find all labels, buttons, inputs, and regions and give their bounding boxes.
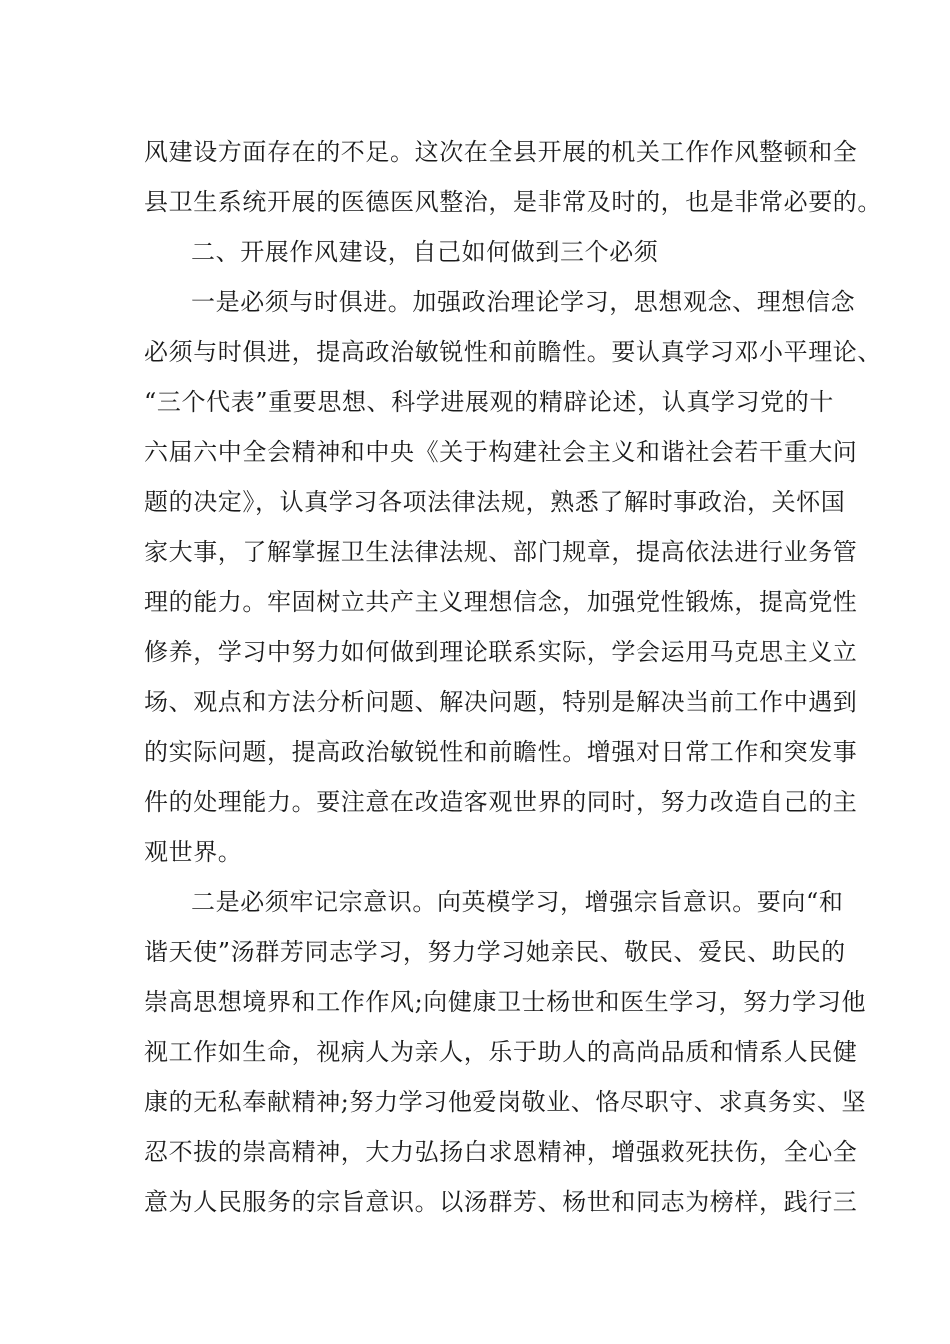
text-line: 题的决定》，认真学习各项法律法规，熟悉了解时事政治，关怀国 <box>144 488 846 516</box>
text-line: 二是必须牢记宗意识。向英模学习，增强宗旨意识。要向“和 <box>191 888 844 916</box>
text-line: 件的处理能力。要注意在改造客观世界的同时，努力改造自己的主 <box>144 788 858 816</box>
text-line: “三个代表”重要思想、科学进展观的精辟论述，认真学习党的十 <box>144 388 834 416</box>
text-line: 县卫生系统开展的医德医风整治，是非常及时的，也是非常必要的。 <box>144 188 882 216</box>
text-line: 谐天使”汤群芳同志学习，努力学习她亲民、敬民、爱民、助民的 <box>144 938 846 966</box>
text-line: 视工作如生命，视病人为亲人，乐于助人的高尚品质和情系人民健 <box>144 1038 858 1066</box>
text-line: 康的无私奉献精神;努力学习他爱岗敬业、恪尽职守、求真务实、坚 <box>144 1088 867 1116</box>
text-line: 忍不拔的崇高精神，大力弘扬白求恩精神，增强救死扶伤，全心全 <box>144 1138 858 1166</box>
text-line: 风建设方面存在的不足。这次在全县开展的机关工作作风整顿和全 <box>144 138 858 166</box>
text-line: 意为人民服务的宗旨意识。以汤群芳、杨世和同志为榜样，践行三 <box>144 1188 858 1216</box>
text-line: 崇高思想境界和工作作风;向健康卫士杨世和医生学习，努力学习他 <box>144 988 867 1016</box>
text-line: 理的能力。牢固树立共产主义理想信念，加强党性锻炼，提高党性 <box>144 588 858 616</box>
text-line: 场、观点和方法分析问题、解决问题，特别是解决当前工作中遇到 <box>144 688 858 716</box>
text-line: 一是必须与时俱进。加强政治理论学习，思想观念、理想信念 <box>191 288 856 316</box>
text-line: 家大事，了解掌握卫生法律法规、部门规章，提高依法进行业务管 <box>144 538 858 566</box>
section-heading: 二、开展作风建设，自己如何做到三个必须 <box>191 238 659 266</box>
text-line: 六届六中全会精神和中央《关于构建社会主义和谐社会若干重大问 <box>144 438 858 466</box>
text-line: 的实际问题，提高政治敏锐性和前瞻性。增强对日常工作和突发事 <box>144 738 858 766</box>
text-line: 必须与时俱进，提高政治敏锐性和前瞻性。要认真学习邓小平理论、 <box>144 338 882 366</box>
text-line: 观世界。 <box>144 838 243 866</box>
text-line: 修养，学习中努力如何做到理论联系实际，学会运用马克思主义立 <box>144 638 858 666</box>
